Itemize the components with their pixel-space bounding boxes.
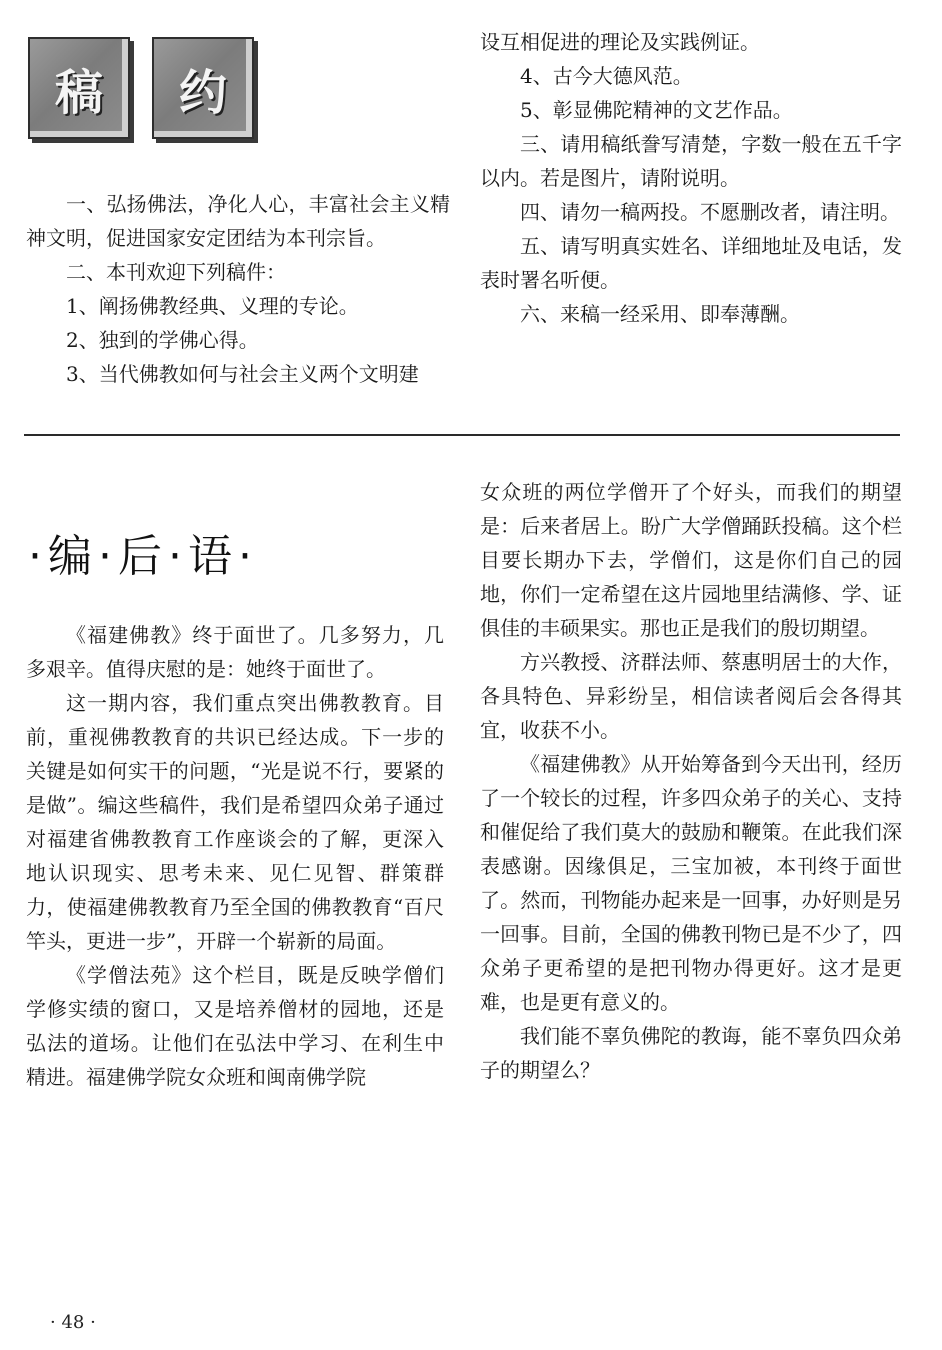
editorial-paragraph: 《学僧法苑》这个栏目，既是反映学僧们学修实绩的窗口，又是培养僧材的园地，还是弘法的道场。让他们在弘法中学习、在利生中精进。福建佛学院女众班和闽南佛学院 [26, 963, 444, 1089]
notice-paragraph: 二、本刊欢迎下列稿件： [66, 260, 286, 284]
page-number: · 48 · [50, 1312, 96, 1333]
notice-paragraph: 1、阐扬佛教经典、义理的专论。 [66, 294, 359, 318]
notice-paragraph: 2、独到的学佛心得。 [66, 328, 259, 352]
editorial-right-column [480, 475, 902, 1087]
notice-paragraph: 四、请勿一稿两投。不愿删改者，请注明。 [520, 200, 900, 224]
notice-paragraph: 六、来稿一经采用、即奉薄酬。 [520, 302, 800, 326]
notice-paragraph: 设互相促进的理论及实践例证。 [480, 30, 760, 54]
editorial-paragraph: 这一期内容，我们重点突出佛教教育。目前，重视佛教教育的共识已经达成。下一步的关键是如何实干的问题，“光是说不行，要紧的是做”。编这些稿件，我们是希望四众弟子通过对福建省佛教教育工作座谈会的了解，更深入地认识现实、思考未来、见仁见智、群策群力，使福建佛教教育乃至全国的佛教教育“百尺竿头，更进一步”，开辟一个崭新的局面。 [26, 691, 444, 953]
notice-title-box-2 [152, 37, 254, 139]
notice-paragraph: 3、当代佛教如何与社会主义两个文明建 [66, 362, 419, 386]
editorial-paragraph: 《福建佛教》从开始筹备到今天出刊，经历了一个较长的过程，许多四众弟子的关心、支持和催促给了我们莫大的鼓励和鞭策。在此我们深表感谢。因缘俱足，三宝加被，本刊终于面世了。然而，刊物能办起来是一回事，办好则是另一回事。目前，全国的佛教刊物已是不少了，四众弟子更希望的是把刊物办得更好。这才是更难，也是更有意义的。 [480, 752, 902, 1014]
notice-paragraph: 五、请写明真实姓名、详细地址及电话，发表时署名听便。 [480, 234, 902, 292]
notice-paragraph: 一、弘扬佛法，净化人心，丰富社会主义精神文明，促进国家安定团结为本刊宗旨。 [26, 192, 450, 250]
editorial-paragraph: 方兴教授、济群法师、蔡惠明居士的大作，各具特色、异彩纷呈，相信读者阅后会各得其宜，收获不小。 [480, 650, 902, 742]
notice-right-column [480, 25, 902, 331]
editorial-paragraph: 女众班的两位学僧开了个好头，而我们的期望是：后来者居上。盼广大学僧踊跃投稿。这个栏目要长期办下去，学僧们，这是你们自己的园地，你们一定希望在这片园地里结满修、学、证俱佳的丰硕果实。那也正是我们的殷切期望。 [480, 480, 902, 640]
editorial-left-column [26, 618, 444, 1094]
notice-title-char-2: 约 [178, 64, 227, 121]
editorial-paragraph: 《福建佛教》终于面世了。几多努力，几多艰辛。值得庆慰的是：她终于面世了。 [26, 623, 444, 681]
editorial-paragraph: 我们能不辜负佛陀的教诲，能不辜负四众弟子的期望么？ [480, 1024, 902, 1082]
notice-title-char-1: 稿 [54, 64, 103, 121]
notice-paragraph: 4、古今大德风范。 [520, 64, 693, 88]
section-divider [24, 434, 900, 436]
notice-paragraph: 三、请用稿纸誊写清楚，字数一般在五千字以内。若是图片，请附说明。 [480, 132, 902, 190]
notice-title-box-1 [28, 37, 130, 139]
notice-left-column [26, 187, 450, 391]
notice-paragraph: 5、彰显佛陀精神的文艺作品。 [520, 98, 793, 122]
editorial-title: ·编·后·语· [28, 531, 258, 582]
